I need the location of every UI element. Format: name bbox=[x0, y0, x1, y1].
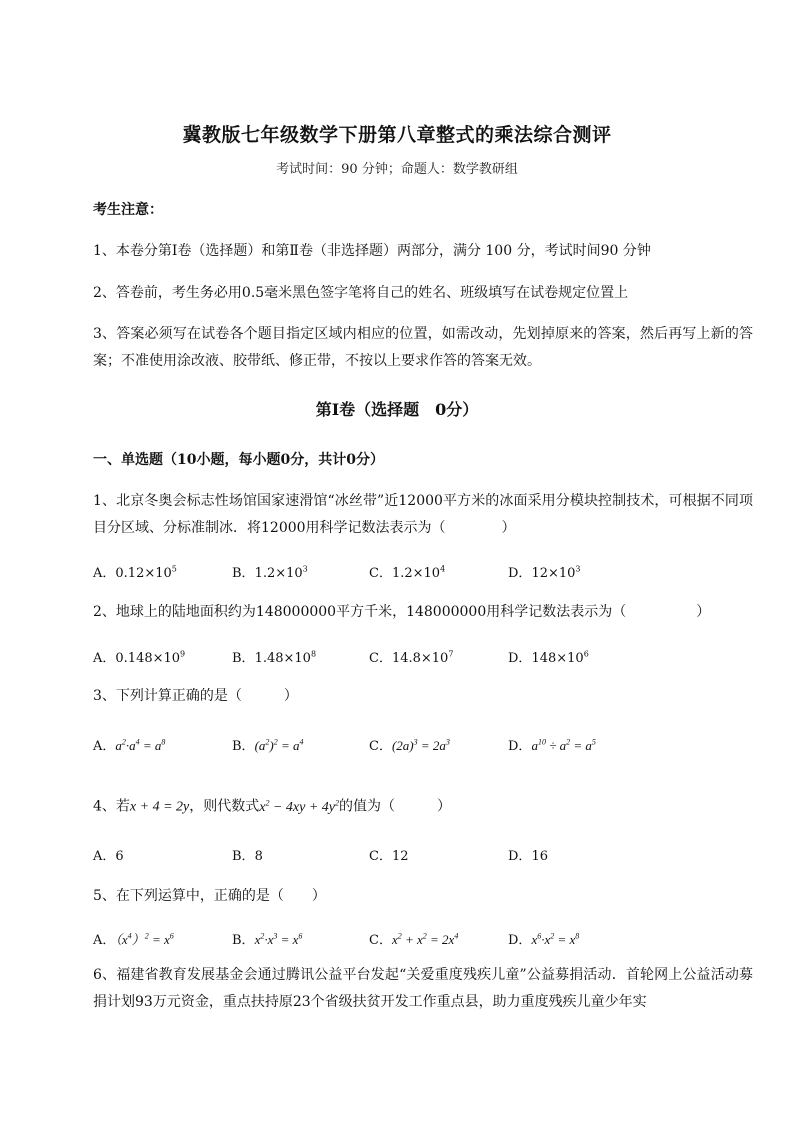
formula-a: $a^2\cdot a^4 = a^8$ bbox=[115, 737, 166, 753]
option-value: 16 bbox=[531, 849, 548, 864]
q3-option-b[interactable] bbox=[232, 735, 304, 754]
notice-item-1: 1、本卷分第Ⅰ卷（选择题）和第Ⅱ卷（非选择题）两部分，满分 100 分，考试时间90 分钟 bbox=[93, 243, 651, 259]
option-value: 0.12×10 bbox=[115, 566, 172, 581]
q4-text-prefix: 4、若 bbox=[93, 798, 130, 815]
option-value: 148×10 bbox=[531, 651, 584, 666]
option-exponent: 3 bbox=[575, 564, 581, 574]
option-value: 0.148×10 bbox=[115, 651, 181, 666]
option-exponent: 9 bbox=[180, 649, 186, 659]
q2-option-c[interactable] bbox=[369, 647, 453, 666]
q3-option-d[interactable] bbox=[508, 735, 596, 754]
question-3-text: 3、下列计算正确的是（ ） bbox=[93, 688, 298, 704]
q4-condition-formula: x + 4 = 2y bbox=[129, 799, 190, 815]
option-label: B． bbox=[232, 933, 255, 948]
option-exponent: 3 bbox=[302, 564, 308, 574]
option-value: 1.2×10 bbox=[254, 566, 303, 581]
option-label: B． bbox=[232, 849, 255, 864]
q4-option-a[interactable] bbox=[93, 845, 124, 864]
notice-heading: 考生注意： bbox=[93, 202, 163, 218]
option-label: A． bbox=[93, 739, 116, 754]
q5-option-d[interactable] bbox=[508, 929, 579, 948]
option-label: C． bbox=[369, 566, 392, 581]
option-label: C． bbox=[369, 651, 392, 666]
q4-option-d[interactable] bbox=[508, 845, 548, 864]
option-exponent: 5 bbox=[171, 564, 177, 574]
formula-c: $x^2 + x^2 = 2x^4$ bbox=[391, 931, 459, 947]
option-value: 1.2×10 bbox=[391, 566, 441, 581]
q4-expression-formula: $x^2 - 4xy + 4y^2$ bbox=[259, 798, 340, 815]
q2-option-d[interactable] bbox=[508, 647, 589, 666]
q1-option-a[interactable] bbox=[93, 562, 177, 581]
option-label: D． bbox=[508, 651, 532, 666]
option-label: A． bbox=[93, 566, 116, 581]
option-label: A． bbox=[93, 651, 116, 666]
q4-option-c[interactable] bbox=[369, 845, 409, 864]
option-label: C． bbox=[369, 933, 392, 948]
question-4-text bbox=[93, 789, 753, 822]
option-label: D． bbox=[508, 849, 532, 864]
q2-option-b[interactable] bbox=[232, 647, 316, 666]
formula-c: $(2a)^3 = 2a^3$ bbox=[391, 737, 450, 753]
option-label: B． bbox=[232, 739, 255, 754]
option-label: D． bbox=[508, 739, 532, 754]
question-1-text: 1、北京冬奥会标志性场馆国家速滑馆“冰丝带”近12000平方米的冰面采用分模块控制技术，可根据不同项目分区域、分标准制冰．将12000用科学记数法表示为（ ） bbox=[93, 493, 753, 536]
section-title: 第Ⅰ卷（选择题 0分） bbox=[315, 400, 479, 419]
formula-b: $(a^2)^2 = a^4$ bbox=[254, 737, 304, 753]
option-exponent: 7 bbox=[448, 649, 454, 659]
exam-title: 冀教版七年级数学下册第八章整式的乘法综合测评 bbox=[182, 124, 612, 146]
question-2-options bbox=[93, 647, 753, 673]
question-5-options bbox=[93, 929, 753, 955]
question-6-text: 6、福建省教育发展基金会通过腾讯公益平台发起“关爱重度残疾儿童”公益募捐活动．首轮网上公益活动募捐计划93万元资金，重点扶持原23个省级扶贫开发工作重点县，助力重度残疾儿童少年实 bbox=[93, 967, 753, 1010]
option-label: D． bbox=[508, 933, 532, 948]
option-label: B． bbox=[232, 566, 255, 581]
option-value: 1.48×10 bbox=[254, 651, 311, 666]
question-5-text: 5、在下列运算中，正确的是（ ） bbox=[93, 888, 326, 904]
option-exponent: 6 bbox=[583, 649, 589, 659]
option-exponent: 8 bbox=[310, 649, 317, 659]
part-heading: 一、单选题（10小题，每小题0分，共计0分） bbox=[93, 452, 384, 468]
formula-b: $x^2\cdot x^3 = x^6$ bbox=[254, 931, 303, 947]
notice-item-3: 3、答案必须写在试卷各个题目指定区域内相应的位置，如需改动，先划掉原来的答案，然后再写上新的答案；不准使用涂改液、胶带纸、修正带，不按以上要求作答的答案无效。 bbox=[93, 326, 753, 369]
option-label: A． bbox=[93, 849, 116, 864]
option-label: B． bbox=[232, 651, 255, 666]
option-label: A． bbox=[93, 933, 116, 948]
formula-d: $a^{10} \div a^2 = a^5$ bbox=[531, 737, 596, 753]
q3-option-a[interactable] bbox=[93, 735, 165, 754]
q2-option-a[interactable] bbox=[93, 647, 185, 666]
q5-option-a[interactable] bbox=[93, 929, 174, 948]
option-label: C． bbox=[369, 849, 392, 864]
question-2-text: 2、地球上的陆地面积约为148000000平方千米，148000000用科学记数法表示为（ ） bbox=[93, 604, 711, 620]
question-3-options bbox=[93, 735, 753, 761]
option-value: 6 bbox=[115, 849, 124, 864]
option-label: C． bbox=[369, 739, 392, 754]
notice-item-2: 2、答卷前，考生务必用0.5毫米黑色签字笔将自己的姓名、班级填写在试卷规定位置上 bbox=[93, 285, 629, 301]
q4-text-end: 的值为（ ） bbox=[339, 798, 452, 815]
q1-option-c[interactable] bbox=[369, 562, 445, 581]
option-value: 12 bbox=[391, 849, 409, 864]
q1-option-d[interactable] bbox=[508, 562, 581, 581]
q4-option-b[interactable] bbox=[232, 845, 263, 864]
option-value: 12×10 bbox=[531, 566, 576, 581]
exam-subtitle: 考试时间：90 分钟；命题人：数学教研组 bbox=[276, 162, 518, 177]
q5-option-c[interactable] bbox=[369, 929, 458, 948]
q5-option-b[interactable] bbox=[232, 929, 302, 948]
q3-option-c[interactable] bbox=[369, 735, 450, 754]
option-label: D． bbox=[508, 566, 532, 581]
question-4-options bbox=[93, 845, 753, 871]
q1-option-b[interactable] bbox=[232, 562, 308, 581]
option-exponent: 4 bbox=[440, 564, 446, 574]
option-value: 8 bbox=[254, 849, 263, 864]
question-1-options bbox=[93, 562, 753, 588]
formula-a: $(x^4)^2 = x^6$ bbox=[115, 931, 174, 947]
option-value: 14.8×10 bbox=[391, 651, 449, 666]
formula-d: $x^6\cdot x^2 = x^8$ bbox=[531, 931, 580, 947]
q4-text-mid: ，则代数式 bbox=[189, 798, 260, 815]
